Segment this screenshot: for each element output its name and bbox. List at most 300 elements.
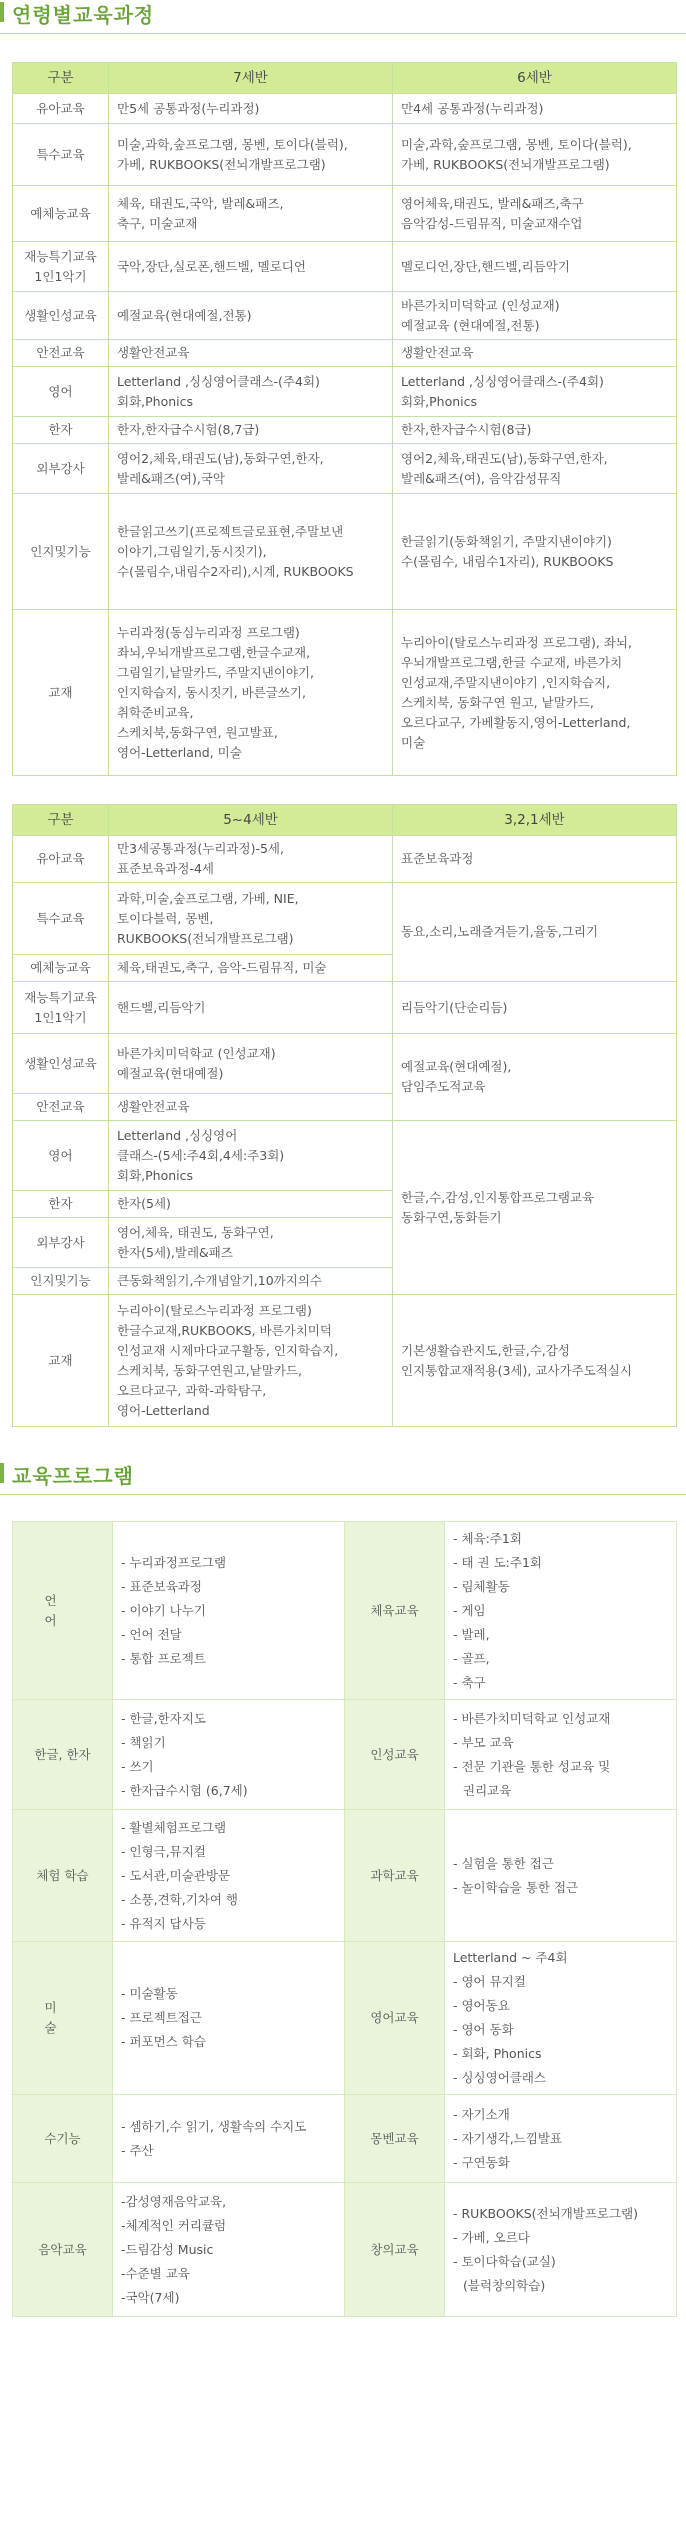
text-line: 한자,한자급수시험(8,7급) (117, 422, 260, 437)
cell-age-6 (393, 94, 677, 124)
cell-age-5-4 (109, 955, 393, 982)
cell-age-6 (393, 494, 677, 610)
text-line: 미술 (401, 734, 426, 750)
text-line: 영어-Letterland, 미술 (117, 744, 242, 760)
table-row (13, 444, 677, 494)
program-item: - 프로젝트접근 (121, 2010, 202, 2025)
text-line: 스케치북, 동화구연원고,낱말카드, (117, 1362, 302, 1378)
cell-age-5-4 (109, 1094, 393, 1121)
text-line: 예절교육(현대예절), (401, 1059, 512, 1074)
program-item: - 싱싱영어클래스 (453, 2070, 547, 2085)
text-line: 미술,과학,숲프로그램, 몽벤, 토이다(블럭), (117, 136, 348, 152)
cell-age-6 (393, 444, 677, 494)
program-items (445, 2095, 677, 2183)
program-item-list (121, 1707, 336, 1803)
row-label (13, 242, 109, 292)
text-line: 영어2,체육,태권도(남),동화구연,한자, (401, 450, 608, 466)
education-program-section (0, 1461, 686, 2317)
cell-age-6 (393, 186, 677, 242)
text-line: 핸드벨,리듬악기 (117, 999, 206, 1015)
program-label (13, 1942, 113, 2095)
cell-age-5-4 (109, 1268, 393, 1295)
cell-age-7 (109, 610, 393, 776)
program-label (13, 1522, 113, 1700)
cell-age-3-2-1 (393, 1034, 677, 1121)
text-line: 인지및기능 (30, 543, 91, 559)
table-row (13, 292, 677, 340)
text-line: 기본생활습관지도,한글,수,감성 (401, 1342, 570, 1358)
text-line: 유아교육 (36, 851, 85, 866)
program-item: -감성영재음악교육, (121, 2193, 227, 2209)
text-line: 한자(5세),발레&패즈 (117, 1244, 233, 1260)
program-item: - 인형극,뮤지컬 (121, 1843, 206, 1859)
header-category: 구분 (13, 805, 109, 836)
program-item: 권리교육 (463, 1782, 512, 1798)
text-line: 1인1악기 (34, 1009, 87, 1025)
program-item: - 영어 동화 (453, 2022, 514, 2037)
text-line: 한자,한자급수시험(8급) (401, 422, 532, 437)
cell-age-5-4 (109, 1191, 393, 1218)
cell-age-3-2-1 (393, 982, 677, 1034)
spacer (0, 1427, 686, 1461)
row-label (13, 1094, 109, 1121)
program-item: - 영어동요 (453, 1998, 510, 2013)
text-line: 1인1악기 (34, 268, 87, 284)
text-line: 음악감성-드림뮤직, 미술교재수업 (401, 215, 583, 231)
program-label-text: 체험 학습 (36, 1867, 89, 1883)
text-line: 생활인성교육 (24, 307, 97, 323)
age-curriculum-heading (0, 0, 686, 42)
row-label (13, 186, 109, 242)
program-item-list (453, 1946, 668, 2090)
text-line: 오르다교구, 과학-과학탐구, (117, 1382, 267, 1398)
text-line: 만4세 공통과정(누리과정) (401, 100, 544, 116)
text-line: 영어,체육, 태권도, 동화구연, (117, 1224, 274, 1240)
header-age-7: 7세반 (109, 63, 393, 94)
spacer (0, 1503, 686, 1521)
text-line: 영어-Letterland (117, 1402, 210, 1418)
text-line: 한자(5세) (117, 1196, 171, 1211)
program-row (13, 2183, 677, 2317)
program-label (13, 2095, 113, 2183)
row-label (13, 1268, 109, 1295)
heading-underline (0, 1494, 686, 1495)
program-label (13, 1700, 113, 1810)
program-item: - 주산 (121, 2142, 154, 2158)
program-item-list (453, 2202, 668, 2298)
program-label (345, 1700, 445, 1810)
program-items (113, 1522, 345, 1700)
row-label (13, 1121, 109, 1191)
table-row (13, 340, 677, 367)
program-items (113, 2095, 345, 2183)
text-line: 오르다교구, 가베활동지,영어-Letterland, (401, 714, 631, 730)
cell-age-3-2-1 (393, 1121, 677, 1295)
program-item: - 가베, 오르다 (453, 2229, 530, 2245)
program-item: - 통합 프로젝트 (121, 1650, 206, 1666)
text-line: 스케치북, 동화구연 원고, 낱말카드, (401, 694, 594, 710)
text-line: 특수교육 (36, 910, 85, 926)
program-item: - 축구 (453, 1674, 486, 1690)
program-item: - 한자급수시험 (6,7세) (121, 1782, 248, 1798)
text-line: 스케치북,동화구연, 원고발표, (117, 724, 278, 740)
cell-age-6 (393, 417, 677, 444)
text-line: 안전교육 (36, 1099, 85, 1114)
cell-age-5-4 (109, 836, 393, 883)
text-line: 외부강사 (36, 460, 85, 476)
program-label (13, 2183, 113, 2317)
cell-age-5-4 (109, 883, 393, 955)
text-line: 누리아이(탈로스누리과정 프로그램), 좌뇌, (401, 634, 632, 650)
text-line: 수(몰림수,내림수2자리),시계, RUKBOOKS (117, 563, 354, 579)
text-line: 생활안전교육 (117, 345, 190, 360)
program-item: -국악(7세) (121, 2289, 180, 2305)
text-line: 예절교육(현대예절,전통) (117, 307, 252, 323)
program-label-text: 수기능 (44, 2130, 81, 2146)
header-age-5-4: 5~4세반 (109, 805, 393, 836)
text-line: 누리과정(동심누리과정 프로그램) (117, 624, 300, 640)
row-label (13, 610, 109, 776)
program-item-list (453, 2103, 668, 2175)
text-line: 인성교재 시제마다교구활동, 인지학습지, (117, 1342, 339, 1358)
curriculum-table-5-4-3-2-1 (12, 804, 677, 1427)
program-item-list (121, 2190, 336, 2310)
table-row (13, 1121, 677, 1191)
program-label-text: 한글, 한자 (34, 1746, 91, 1762)
table-row (13, 417, 677, 444)
education-program-heading (0, 1461, 686, 1503)
program-item: - 게임 (453, 1602, 486, 1618)
table-row (13, 836, 677, 883)
text-line: 국악,장단,실로폰,핸드벨, 멜로디언 (117, 258, 306, 274)
text-line: 리듬악기(단순리듬) (401, 999, 508, 1015)
text-line: 유아교육 (36, 100, 85, 116)
heading-accent-bar (0, 1463, 4, 1483)
text-line: 생활인성교육 (24, 1055, 97, 1071)
text-line: 한글읽고쓰기(프로젝트글로표현,주말보낸 (117, 523, 344, 539)
text-line: 회화,Phonics (401, 393, 478, 409)
text-line: 예절교육(현대예절) (117, 1065, 224, 1081)
program-label (13, 1810, 113, 1942)
text-line: 인지학습지, 동시짓기, 바른글쓰기, (117, 684, 306, 700)
program-item: Letterland ~ 주4회 (453, 1950, 568, 1965)
text-line: 누리아이(탈로스누리과정 프로그램) (117, 1302, 312, 1318)
text-line: 동화구연,동화듣기 (401, 1209, 502, 1225)
cell-age-6 (393, 367, 677, 417)
table-row (13, 494, 677, 610)
text-line: 예절교육 (현대예절,전통) (401, 317, 540, 333)
text-line: 한글수교재,RUKBOOKS, 바른가치미덕 (117, 1322, 332, 1338)
row-label (13, 1191, 109, 1218)
text-line: 예체능교육 (30, 205, 91, 221)
program-item: - 책읽기 (121, 1734, 166, 1750)
cell-age-7 (109, 186, 393, 242)
spacer (0, 776, 686, 804)
text-line: 재능특기교육 (24, 248, 97, 264)
program-row (13, 1522, 677, 1700)
table-row (13, 982, 677, 1034)
program-label (345, 2095, 445, 2183)
text-line: 클래스-(5세:주4회,4세:주3회) (117, 1147, 285, 1163)
program-items (113, 1700, 345, 1810)
program-label-text: 창의교육 (370, 2241, 419, 2257)
program-item: - 이야기 나누기 (121, 1602, 206, 1618)
program-item-list (453, 1527, 668, 1695)
text-line: 가베, RUKBOOKS(전뇌개발프로그램) (401, 156, 610, 172)
text-line: 바른가치미덕학교 (인성교재) (401, 297, 560, 313)
program-item: - 발레, (453, 1626, 490, 1642)
program-items (445, 1522, 677, 1700)
program-item: - 활별체험프로그램 (121, 1819, 227, 1835)
table-row (13, 186, 677, 242)
program-item: - 토이다학습(교실) (453, 2253, 556, 2269)
cell-age-6 (393, 340, 677, 367)
text-line: 교재 (48, 684, 73, 700)
row-label (13, 367, 109, 417)
program-items (445, 1942, 677, 2095)
program-label-text: 음악교육 (38, 2241, 87, 2257)
table-row (13, 242, 677, 292)
text-line: 가베, RUKBOOKS(전뇌개발프로그램) (117, 156, 326, 172)
cell-age-5-4 (109, 982, 393, 1034)
text-line: 발레&패즈(여),국악 (117, 470, 225, 486)
text-line: 인지및기능 (30, 1273, 91, 1288)
table-row (13, 124, 677, 186)
heading-accent-bar (0, 2, 4, 22)
text-line: 큰동화책읽기,수개념알기,10까지의수 (117, 1273, 322, 1288)
program-label-text: 몽벤교육 (370, 2130, 419, 2146)
text-line: 그림일기,낱말카드, 주말지낸이야기, (117, 664, 315, 680)
program-items (113, 1810, 345, 1942)
row-label (13, 94, 109, 124)
program-item: - 쓰기 (121, 1758, 154, 1774)
cell-age-3-2-1 (393, 1295, 677, 1427)
program-item: - 부모 교육 (453, 1734, 514, 1750)
education-program-table (12, 1521, 677, 2317)
text-line: 만5세 공통과정(누리과정) (117, 100, 260, 116)
program-item: - 소풍,견학,기차여 행 (121, 1891, 239, 1907)
text-line: 체육,태권도,축구, 음악-드림뮤직, 미술 (117, 960, 327, 975)
program-label-text: 체육교육 (370, 1602, 419, 1618)
program-item: - 영어 뮤지컬 (453, 1974, 526, 1989)
text-line: 외부강사 (36, 1234, 85, 1250)
text-line: 인지통합교재적용(3세), 교사가주도적실시 (401, 1362, 632, 1378)
table-row (13, 94, 677, 124)
cell-age-6 (393, 242, 677, 292)
program-label (345, 1810, 445, 1942)
text-line: 축구, 미술교재 (117, 215, 198, 231)
text-line: 회화,Phonics (117, 1167, 194, 1183)
text-line: 영어 (48, 1147, 73, 1163)
text-line: 생활안전교육 (117, 1099, 190, 1114)
row-label (13, 444, 109, 494)
program-row (13, 1810, 677, 1942)
cell-age-7 (109, 494, 393, 610)
text-line: 좌뇌,우뇌개발프로그램,한글수교재, (117, 644, 311, 660)
cell-age-7 (109, 292, 393, 340)
text-line: 영어체육,태권도, 발레&패즈,축구 (401, 195, 584, 211)
cell-age-7 (109, 340, 393, 367)
text-line: 재능특기교육 (24, 989, 97, 1005)
text-line: 만3세공통과정(누리과정)-5세, (117, 841, 284, 856)
program-item-list (121, 1816, 336, 1936)
cell-age-7 (109, 242, 393, 292)
program-item-list (121, 2115, 336, 2163)
row-label (13, 955, 109, 982)
program-label-text: 인성교육 (370, 1746, 419, 1762)
text-line: Letterland ,싱싱영어클래스-(주4회) (117, 373, 320, 389)
row-label (13, 417, 109, 444)
cell-age-5-4 (109, 1034, 393, 1094)
row-label (13, 124, 109, 186)
cell-age-3-2-1 (393, 883, 677, 982)
row-label (13, 1218, 109, 1268)
header-age-3-2-1: 3,2,1세반 (393, 805, 677, 836)
text-line: 동요,소리,노래즐겨듣기,율동,그리기 (401, 924, 599, 939)
program-label (345, 1522, 445, 1700)
program-items (445, 2183, 677, 2317)
cell-age-5-4 (109, 1218, 393, 1268)
text-line: 한글읽기(동화책읽기, 주말지낸이야기) (401, 533, 612, 549)
text-line: 토이다블럭, 몽벤, (117, 910, 214, 926)
cell-age-6 (393, 124, 677, 186)
program-item: -드림감성 Music (121, 2241, 214, 2257)
text-line: 특수교육 (36, 146, 85, 162)
text-line: 회화,Phonics (117, 393, 194, 409)
cell-age-6 (393, 292, 677, 340)
row-label (13, 883, 109, 955)
row-label (13, 836, 109, 883)
text-line: 영어 (48, 383, 73, 399)
text-line: Letterland ,싱싱영어 (117, 1127, 238, 1143)
text-line: RUKBOOKS(전뇌개발프로그램) (117, 930, 294, 946)
text-line: 체육, 태권도,국악, 발레&패즈, (117, 195, 284, 211)
cell-age-7 (109, 94, 393, 124)
spacer (0, 42, 686, 62)
row-label (13, 982, 109, 1034)
text-line: Letterland ,싱싱영어클래스-(주4회) (401, 373, 604, 389)
program-items (445, 1810, 677, 1942)
text-line: 미술,과학,숲프로그램, 몽벤, 토이다(블럭), (401, 136, 632, 152)
age-curriculum-title: 연령별교육과정 (12, 3, 155, 27)
heading-underline (0, 33, 686, 34)
cell-age-7 (109, 444, 393, 494)
program-item: - 림체활동 (453, 1578, 510, 1594)
cell-age-7 (109, 367, 393, 417)
program-items (113, 2183, 345, 2317)
program-item: - 놀이학습을 통한 접근 (453, 1879, 579, 1895)
program-item: - 구연동화 (453, 2154, 510, 2170)
text-line: 인성교재,주말지낸이야기 ,인지학습지, (401, 674, 611, 690)
row-label (13, 1295, 109, 1427)
program-item: - 자기생각,느낌발표 (453, 2130, 563, 2146)
program-label (345, 1942, 445, 2095)
program-item: - 전문 기관을 통한 성교육 및 (453, 1758, 611, 1774)
program-item: - 실험을 통한 접근 (453, 1855, 554, 1871)
text-line: 생활안전교육 (401, 345, 474, 360)
cell-age-7 (109, 417, 393, 444)
text-line: 멜로디언,장단,핸드벨,리듬악기 (401, 258, 570, 274)
program-item-list (453, 1707, 668, 1803)
program-item: (블럭창의학습) (463, 2277, 546, 2293)
program-item: - 한글,한자지도 (121, 1710, 206, 1726)
program-row (13, 1942, 677, 2095)
cell-age-5-4 (109, 1121, 393, 1191)
row-label (13, 1034, 109, 1094)
program-label-text: 과학교육 (370, 1867, 419, 1883)
table-row (13, 883, 677, 955)
program-item: - 회화, Phonics (453, 2046, 542, 2061)
row-label (13, 494, 109, 610)
text-line: 수(몰림수, 내림수1자리), RUKBOOKS (401, 553, 614, 569)
table-row (13, 1295, 677, 1427)
program-item: -체계적인 커리큘럼 (121, 2217, 227, 2233)
program-item: - 도서관,미술관방문 (121, 1867, 231, 1883)
program-item: - 유적지 답사등 (121, 1915, 206, 1931)
program-row (13, 1700, 677, 1810)
program-item: - 바른가치미덕학교 인성교재 (453, 1710, 611, 1726)
program-item: - RUKBOOKS(전뇌개발프로그램) (453, 2205, 639, 2221)
program-item-list (121, 1982, 336, 2054)
text-line: 표준보육과정 (401, 851, 474, 866)
text-line: 과학,미술,숲프로그램, 가베, NIE, (117, 890, 299, 906)
text-line: 교재 (48, 1352, 73, 1368)
row-label (13, 292, 109, 340)
program-label-text: 영어교육 (370, 2010, 419, 2025)
program-item: - 퍼포먼스 학습 (121, 2034, 206, 2049)
program-item: -수준별 교육 (121, 2265, 190, 2281)
program-item: - 표준보육과정 (121, 1578, 202, 1594)
program-row (13, 2095, 677, 2183)
education-program-title: 교육프로그램 (12, 1464, 134, 1488)
program-item: - 골프, (453, 1650, 490, 1666)
row-label (13, 340, 109, 367)
program-item: - 언어 전달 (121, 1626, 182, 1642)
curriculum-table-7-6 (12, 62, 677, 776)
text-line: 영어2,체육,태권도(남),동화구연,한자, (117, 450, 324, 466)
text-line: 우뇌개발프로그램,한글 수교재, 바른가치 (401, 654, 623, 670)
table-header-row (13, 805, 677, 836)
program-label-text: 언 어 (44, 1592, 81, 1628)
text-line: 담임주도적교육 (401, 1079, 486, 1094)
program-item: - 자기소개 (453, 2106, 510, 2122)
program-item: - 태 권 도:주1회 (453, 1554, 542, 1570)
text-line: 예체능교육 (30, 960, 91, 975)
program-label (345, 2183, 445, 2317)
cell-age-6 (393, 610, 677, 776)
cell-age-7 (109, 124, 393, 186)
text-line: 한글,수,감성,인지통합프로그램교육 (401, 1189, 595, 1205)
header-age-6: 6세반 (393, 63, 677, 94)
table-row (13, 1034, 677, 1094)
text-line: 이야기,그림일기,동시짓기), (117, 543, 267, 559)
program-item-list (453, 1852, 668, 1900)
text-line: 발레&패즈(여), 음악감성뮤직 (401, 470, 562, 486)
text-line: 취학준비교육, (117, 704, 194, 720)
text-line: 한자 (48, 1196, 73, 1211)
table-row (13, 367, 677, 417)
program-item: - 셈하기,수 읽기, 생활속의 수지도 (121, 2118, 307, 2134)
program-label-text: 미 술 (44, 2000, 81, 2035)
table-header-row (13, 63, 677, 94)
program-item: - 미술활동 (121, 1986, 178, 2001)
text-line: 안전교육 (36, 345, 85, 360)
cell-age-5-4 (109, 1295, 393, 1427)
header-category: 구분 (13, 63, 109, 94)
program-items (445, 1700, 677, 1810)
program-item-list (121, 1551, 336, 1671)
program-item: - 체육:주1회 (453, 1530, 522, 1546)
